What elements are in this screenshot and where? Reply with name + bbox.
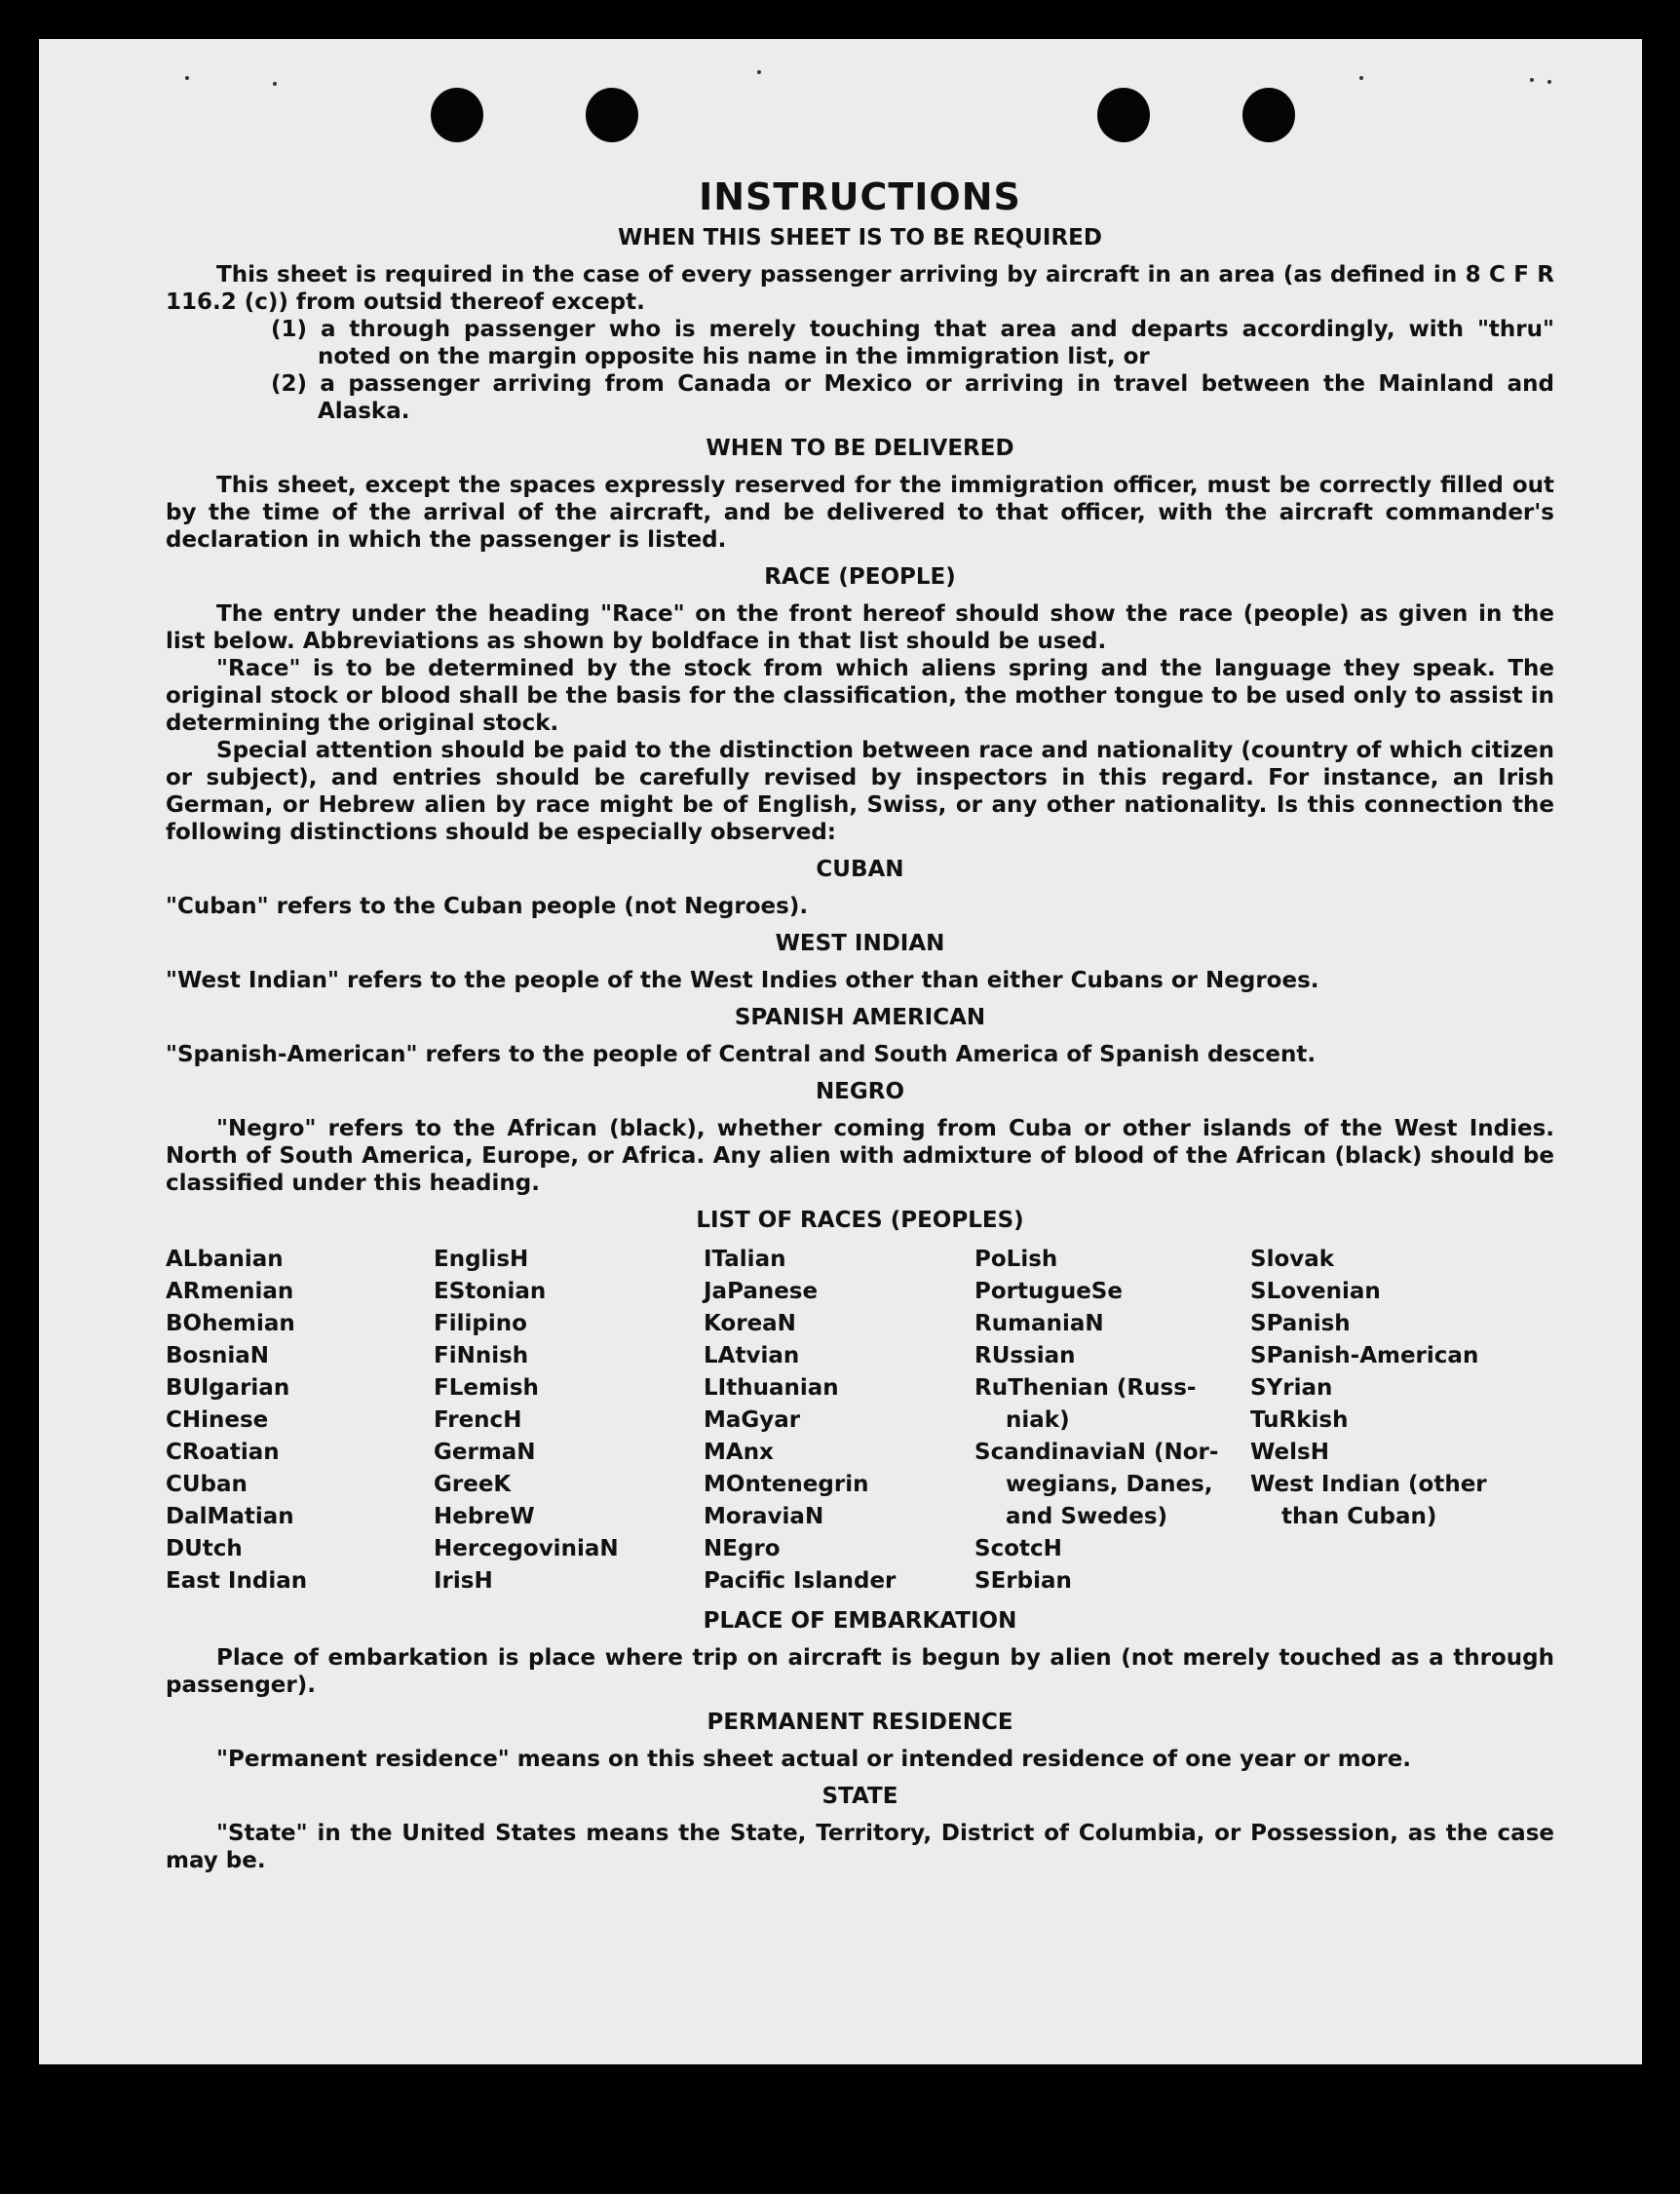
paragraph-permanent-residence: "Permanent residence" means on this sheet actual or intended residence of one year or more. (216, 1747, 1412, 1772)
race-item: Pacific Islander (704, 1568, 897, 1594)
race-item: DUtch (166, 1536, 243, 1561)
speck (757, 70, 761, 74)
paragraph-race-3: Special attention should be paid to the distinction between race and nationality (country of which citizen or subject), and entries should be carefully revised by inspectors in this regard. For instance, an Irish German, or Hebrew alien by race might be of English, Swiss, or any other nationality. Is this connection the following distinctions should be especially observed: (166, 738, 1554, 845)
race-item: CUban (166, 1472, 248, 1497)
race-item: Slovak (1250, 1247, 1335, 1272)
punch-hole (1242, 88, 1295, 142)
document-sheet (39, 39, 1642, 2064)
race-item: ScotcH (974, 1536, 1062, 1561)
paragraph-when-required: This sheet is required in the case of every passenger arriving by aircraft in an area (as defined in 8 C F R 116.2 (c)) from outsid thereof except. (166, 262, 1554, 315)
paragraph-negro: "Negro" refers to the African (black), whether coming from Cuba or other islands of the West Indies. North of South America, Europe, or Africa. Any alien with admixture of blood of the African (black) should be classified under this heading. (166, 1116, 1554, 1196)
punch-hole (586, 88, 638, 142)
paragraph-when-delivered: This sheet, except the spaces expressly reserved for the immigration officer, must be correctly filled out by the time of the arrival of the aircraft, and be delivered to that officer, with the aircraft commander's declaration in which the passenger is listed. (166, 473, 1554, 553)
race-item: RumaniaN (974, 1311, 1104, 1336)
race-item: GreeK (434, 1472, 512, 1497)
race-item: CHinese (166, 1407, 269, 1433)
race-item: West Indian (other (1250, 1472, 1487, 1497)
page-title: INSTRUCTIONS (699, 175, 1021, 218)
race-item: BOhemian (166, 1311, 295, 1336)
paragraph-west-indian: "West Indian" refers to the people of the West Indies other than either Cubans or Negroes. (166, 968, 1319, 993)
race-item: FLemish (434, 1375, 539, 1401)
race-item: BUlgarian (166, 1375, 290, 1401)
race-item: CRoatian (166, 1440, 280, 1465)
race-item: SYrian (1250, 1375, 1333, 1401)
race-item: Filipino (434, 1311, 527, 1336)
race-item-continued: and Swedes) (1006, 1504, 1168, 1529)
paragraph-cuban: "Cuban" refers to the Cuban people (not Negroes). (166, 894, 809, 919)
paragraph-race-1: The entry under the heading "Race" on the front hereof should show the race (people) as given in the list below. Abbreviations as shown by boldface in that list should be used. (166, 601, 1554, 654)
race-item: RUssian (974, 1343, 1076, 1368)
race-item: FiNnish (434, 1343, 529, 1368)
race-item: HercegoviniaN (434, 1536, 619, 1561)
heading-cuban: CUBAN (816, 857, 904, 882)
race-item: BosniaN (166, 1343, 270, 1368)
heading-list-of-races: LIST OF RACES (PEOPLES) (696, 1208, 1024, 1233)
speck (273, 82, 277, 86)
race-item: GermaN (434, 1440, 536, 1465)
heading-state: STATE (821, 1784, 898, 1809)
speck (1359, 76, 1363, 80)
race-item: EStonian (434, 1279, 547, 1304)
heading-spanish-american: SPANISH AMERICAN (734, 1005, 986, 1030)
race-item: KoreaN (704, 1311, 796, 1336)
race-item: ScandinaviaN (Nor- (974, 1440, 1219, 1465)
race-item: HebreW (434, 1504, 535, 1529)
race-item-continued: wegians, Danes, (1006, 1472, 1213, 1497)
race-item: ARmenian (166, 1279, 294, 1304)
punch-hole (1097, 88, 1150, 142)
instructions-content (166, 173, 1554, 1874)
race-item: IrisH (434, 1568, 493, 1594)
race-item: ALbanian (166, 1247, 284, 1272)
heading-negro: NEGRO (815, 1079, 905, 1104)
punch-hole (431, 88, 483, 142)
race-column-5 (1250, 1244, 1525, 1597)
race-item: JaPanese (704, 1279, 819, 1304)
race-column-2 (434, 1244, 704, 1597)
race-list (166, 1244, 1554, 1597)
exception-item-2: (2) a passenger arriving from Canada or Mexico or arriving in travel between the Mainland and Alaska. (271, 371, 1554, 424)
race-column-4 (974, 1244, 1250, 1597)
race-item: NEgro (704, 1536, 781, 1561)
paragraph-spanish-american: "Spanish-American" refers to the people of Central and South America of Spanish descent. (166, 1042, 1317, 1067)
race-item: SPanish (1250, 1311, 1351, 1336)
exception-item-1: (1) a through passenger who is merely touching that area and departs accordingly, with "thru" noted on the margin opposite his name in the immigration list, or (271, 317, 1554, 369)
race-item: LAtvian (704, 1343, 800, 1368)
race-item: MOntenegrin (704, 1472, 869, 1497)
race-item: RuThenian (Russ- (974, 1375, 1197, 1401)
speck (1547, 80, 1551, 84)
race-item: SLovenian (1250, 1279, 1381, 1304)
race-item: MoraviaN (704, 1504, 824, 1529)
heading-race: RACE (PEOPLE) (764, 564, 956, 590)
race-item-continued: niak) (1006, 1407, 1070, 1433)
race-item: SPanish-American (1250, 1343, 1479, 1368)
race-item-continued: than Cuban) (1281, 1504, 1437, 1529)
race-item: ITalian (704, 1247, 786, 1272)
race-item: PortugueSe (974, 1279, 1123, 1304)
speck (1530, 78, 1534, 82)
race-item: PoLish (974, 1247, 1058, 1272)
race-item: LIthuanian (704, 1375, 839, 1401)
race-column-3 (704, 1244, 974, 1597)
paragraph-state: "State" in the United States means the State, Territory, District of Columbia, or Possession, as the case may be. (166, 1821, 1554, 1873)
race-item: MAnx (704, 1440, 774, 1465)
paragraph-embarkation: Place of embarkation is place where trip on aircraft is begun by alien (not merely touched as a through passenger). (166, 1645, 1554, 1698)
heading-when-delivered: WHEN TO BE DELIVERED (706, 436, 1014, 461)
race-item: TuRkish (1250, 1407, 1349, 1433)
race-item: DalMatian (166, 1504, 294, 1529)
heading-when-required: WHEN THIS SHEET IS TO BE REQUIRED (618, 225, 1102, 250)
race-item: MaGyar (704, 1407, 801, 1433)
race-item: FrencH (434, 1407, 522, 1433)
heading-permanent-residence: PERMANENT RESIDENCE (706, 1710, 1013, 1735)
paragraph-race-2: "Race" is to be determined by the stock from which aliens spring and the language they speak. The original stock or blood shall be the basis for the classification, the mother tongue to be used only to assist in determining the original stock. (166, 656, 1554, 736)
heading-embarkation: PLACE OF EMBARKATION (703, 1608, 1017, 1634)
race-item: EnglisH (434, 1247, 529, 1272)
speck (185, 76, 189, 80)
race-item: WelsH (1250, 1440, 1329, 1465)
race-item: East Indian (166, 1568, 308, 1594)
race-column-1 (166, 1244, 434, 1597)
heading-west-indian: WEST INDIAN (775, 931, 945, 956)
race-item: SErbian (974, 1568, 1072, 1594)
